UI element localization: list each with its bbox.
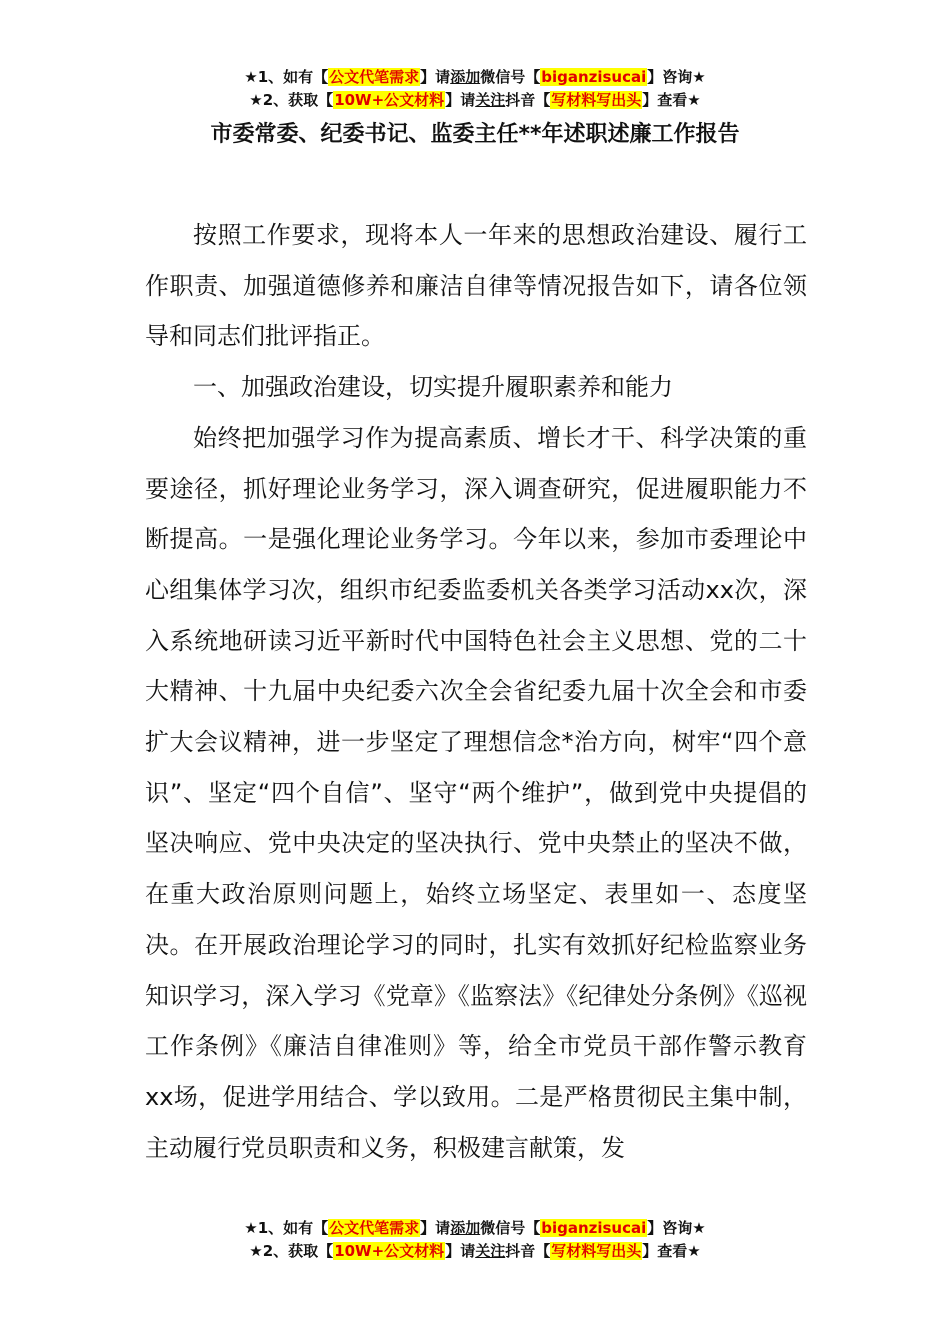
promo-text: 】咨询★ — [647, 1219, 706, 1237]
promo-line-1 — [0, 1217, 950, 1240]
promo-underlined: 关注 — [475, 91, 506, 109]
promo-text: ★1、如有【 — [244, 1219, 329, 1237]
promo-text: ★2、获取【 — [249, 1242, 334, 1260]
promo-text: 抖音【 — [505, 91, 551, 109]
section-heading: 一、加强政治建设，切实提升履职素养和能力 — [193, 373, 673, 402]
promo-text: 】请 — [420, 1219, 451, 1237]
promo-highlight: 10W+公文材料 — [334, 91, 445, 109]
promo-text: 】请 — [445, 1242, 476, 1260]
promo-underlined: 关注 — [475, 1242, 506, 1260]
promo-text: ★2、获取【 — [249, 91, 334, 109]
promo-line-2 — [0, 1240, 950, 1263]
promo-underlined: 添加 — [450, 68, 481, 86]
promo-highlight: biganzisucai — [541, 68, 647, 86]
promo-text: 抖音【 — [505, 1242, 551, 1260]
promo-highlight: 写材料写出头 — [551, 91, 642, 109]
promo-text: 微信号【 — [480, 1219, 541, 1237]
document-title: 市委常委、纪委书记、监委主任**年述职述廉工作报告 — [210, 122, 740, 147]
promo-underlined: 添加 — [450, 1219, 481, 1237]
paragraph-intro: 按照工作要求，现将本人一年来的思想政治建设、履行工作职责、加强道德修养和廉洁自律等情况报告如下，请各位领导和同志们批评指正。 — [145, 221, 807, 351]
promo-text: 】咨询★ — [647, 68, 706, 86]
document-body — [145, 210, 807, 1173]
promo-highlight: biganzisucai — [541, 1219, 647, 1237]
top-promo-banner — [0, 66, 950, 112]
promo-highlight: 写材料写出头 — [551, 1242, 642, 1260]
promo-line-1 — [0, 66, 950, 89]
promo-line-2 — [0, 89, 950, 112]
promo-highlight: 公文代笔需求 — [329, 68, 420, 86]
paragraph-body: 始终把加强学习作为提高素质、增长才干、科学决策的重要途径，抓好理论业务学习，深入调查研究，促进履职能力不断提高。一是强化理论业务学习。今年以来，参加市委理论中心组集体学习次，组织市纪委监委机关各类学习活动xx次，深入系统地研读习近平新时代中国特色社会主义思想、党的二十大精神、十九届中央纪委六次全会省纪委九届十次全会和市委扩大会议精神，进一步坚定了理想信念*治方向，树牢“四个意识”、坚定“四个自信”、坚守“两个维护”，做到党中央提倡的坚决响应、党中央决定的坚决执行、党中央禁止的坚决不做，在重大政治原则问题上，始终立场坚定、表里如一、态度坚决。在开展政治理论学习的同时，扎实有效抓好纪检监察业务知识学习，深入学习《党章》《监察法》《纪律处分条例》《巡视工作条例》《廉洁自律准则》等，给全市党员干部作警示教育xx场，促进学用结合、学以致用。二是严格贯彻民主集中制，主动履行党员职责和义务，积极建言献策，发 — [145, 423, 807, 1162]
bottom-promo-banner — [0, 1217, 950, 1263]
promo-highlight: 公文代笔需求 — [329, 1219, 420, 1237]
promo-text: ★1、如有【 — [244, 68, 329, 86]
promo-text: 】请 — [445, 91, 476, 109]
promo-text: 微信号【 — [480, 68, 541, 86]
promo-highlight: 10W+公文材料 — [334, 1242, 445, 1260]
promo-text: 】请 — [420, 68, 451, 86]
promo-text: 】查看★ — [642, 91, 701, 109]
promo-text: 】查看★ — [642, 1242, 701, 1260]
